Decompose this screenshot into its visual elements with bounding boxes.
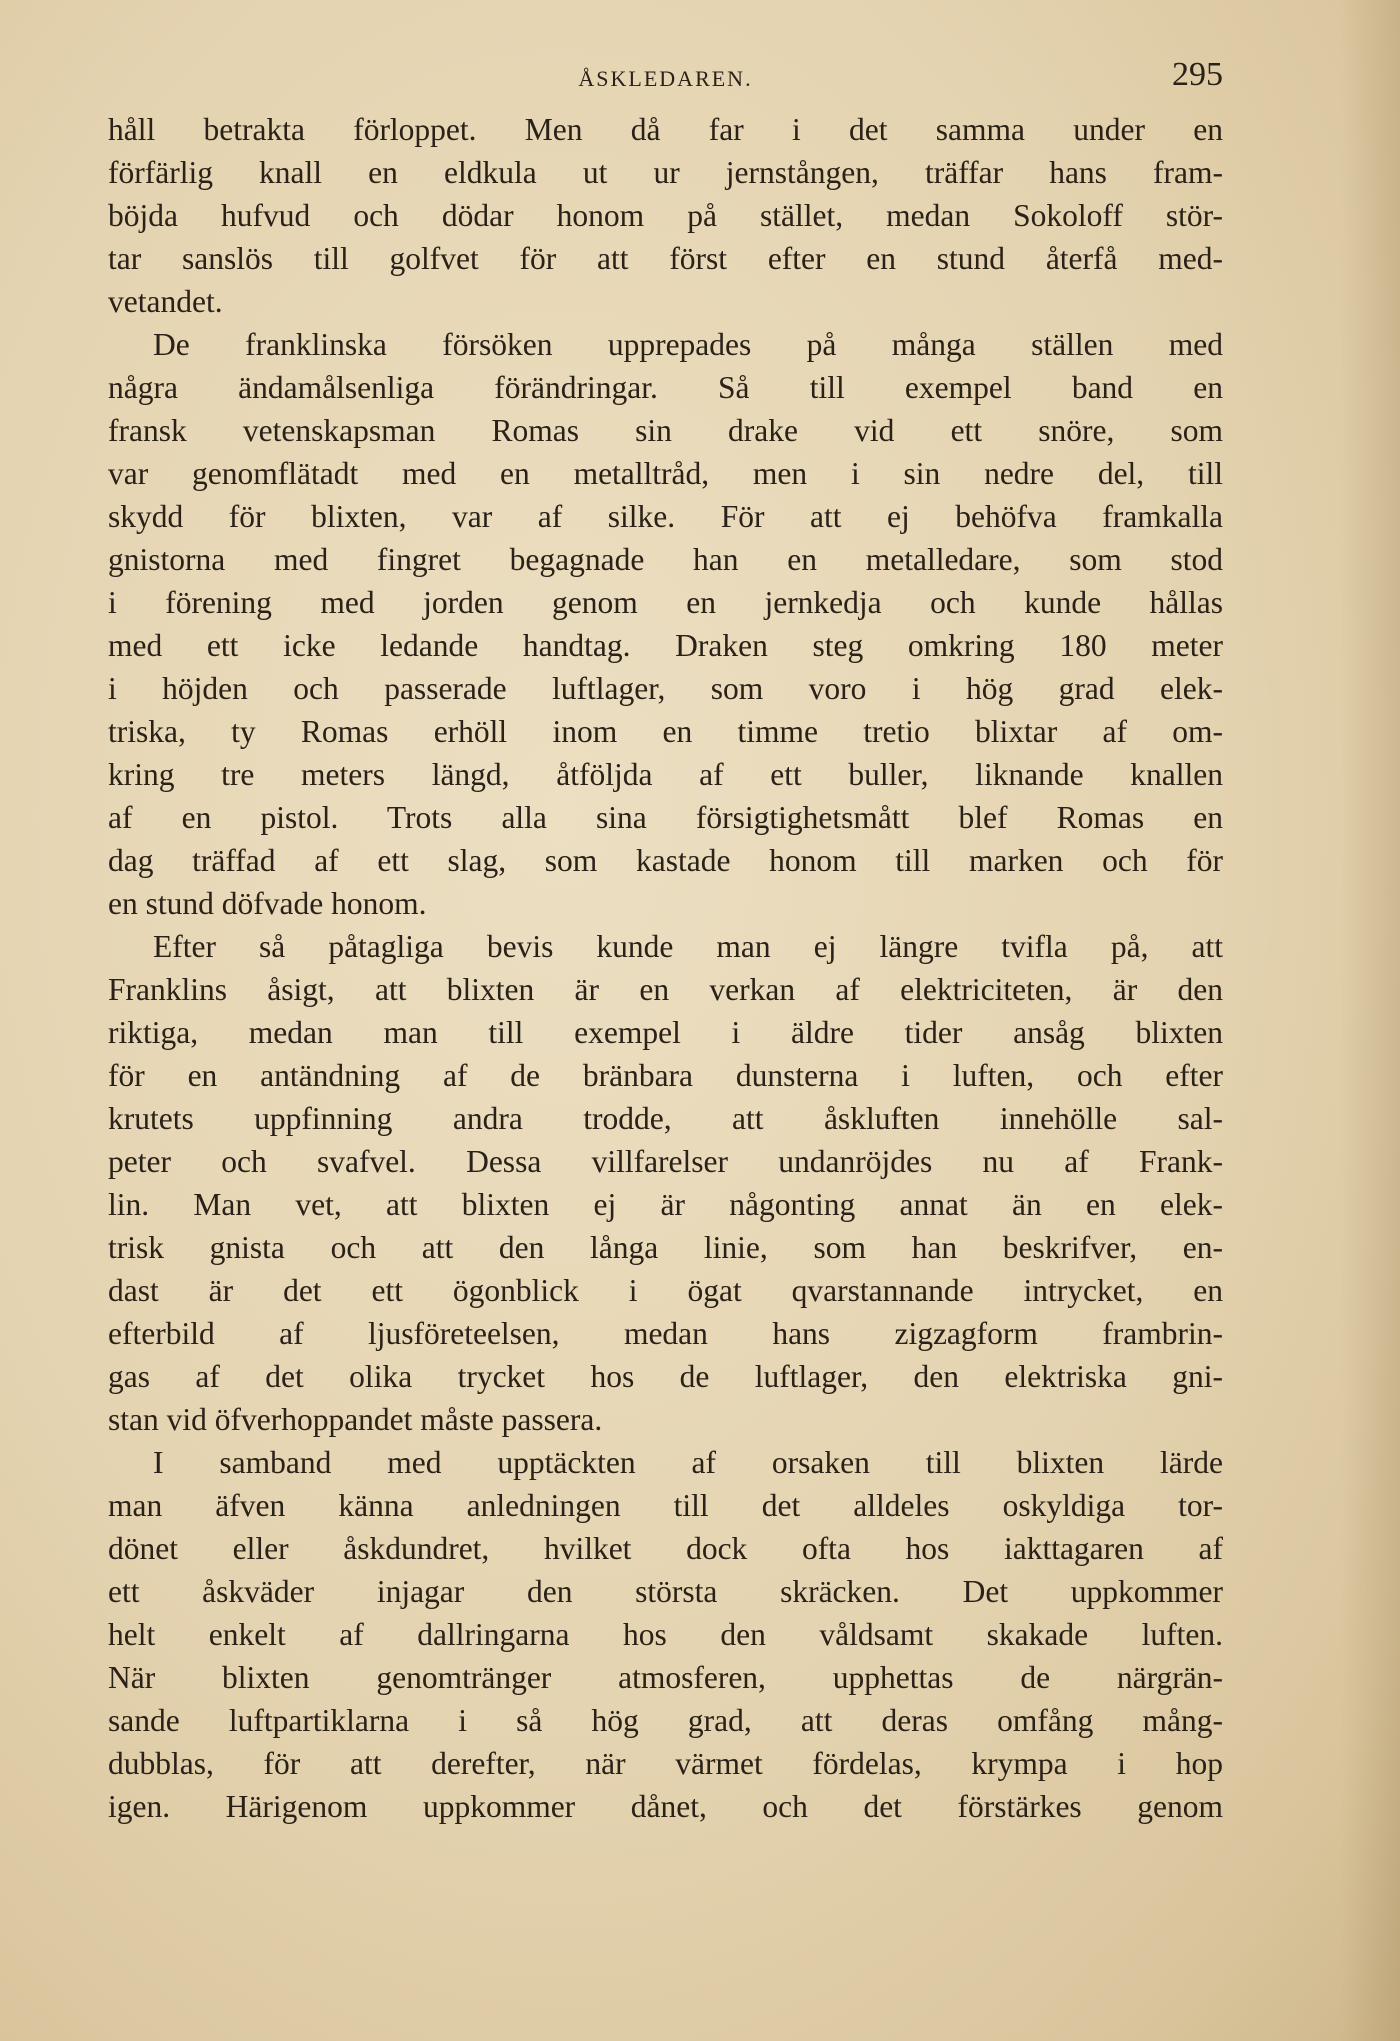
text-line: dönet eller åskdundret, hvilket dock ofta hos iakttagaren af (108, 1531, 1223, 1566)
page-number: 295 (1172, 56, 1223, 93)
text-line: förfärlig knall en eldkula ut ur jernstången, träffar hans fram- (108, 155, 1223, 190)
text-line: fransk vetenskapsman Romas sin drake vid ett snöre, som (108, 413, 1223, 448)
text-line: med ett icke ledande handtag. Draken steg omkring 180 meter (108, 628, 1223, 663)
paragraph-first-line: Efter så påtagliga bevis kunde man ej längre tvifla på, att (153, 929, 1223, 964)
text-line: skydd för blixten, var af silke. För att ej behöfva framkalla (108, 499, 1223, 534)
text-line: Franklins åsigt, att blixten är en verkan af elektriciteten, är den (108, 972, 1223, 1007)
text-line: af en pistol. Trots alla sina försigtighetsmått blef Romas en (108, 800, 1223, 835)
text-line: var genomflätadt med en metalltråd, men i sin nedre del, till (108, 456, 1223, 491)
text-line: håll betrakta förloppet. Men då far i det samma under en (108, 112, 1223, 147)
text-line: kring tre meters längd, åtföljda af ett buller, liknande knallen (108, 757, 1223, 792)
text-line: en stund döfvade honom. (108, 886, 427, 921)
text-line: stan vid öfverhoppandet måste passera. (108, 1402, 603, 1437)
page-header (108, 56, 1223, 102)
text-line: böjda hufvud och dödar honom på stället, medan Sokoloff stör- (108, 198, 1223, 233)
text-line: i förening med jorden genom en jernkedja och kunde hållas (108, 585, 1223, 620)
text-line: för en antändning af de bränbara dunsterna i luften, och efter (108, 1058, 1223, 1093)
text-line: lin. Man vet, att blixten ej är någonting annat än en elek- (108, 1187, 1223, 1222)
text-line: När blixten genomtränger atmosferen, upphettas de närgrän- (108, 1660, 1223, 1695)
text-line: igen. Härigenom uppkommer dånet, och det förstärkes genom (108, 1789, 1223, 1824)
text-line: gnistorna med fingret begagnade han en metalledare, som stod (108, 542, 1223, 577)
text-line: dag träffad af ett slag, som kastade honom till marken och för (108, 843, 1223, 878)
text-line: i höjden och passerade luftlager, som voro i hög grad elek- (108, 671, 1223, 706)
paragraph-first-line: De franklinska försöken upprepades på många ställen med (153, 327, 1223, 362)
text-line: gas af det olika trycket hos de luftlager, den elektriska gni- (108, 1359, 1223, 1394)
text-line: trisk gnista och att den långa linie, som han beskrifver, en- (108, 1230, 1223, 1265)
text-line: sande luftpartiklarna i så hög grad, att deras omfång mång- (108, 1703, 1223, 1738)
paragraph-first-line: I samband med upptäckten af orsaken till blixten lärde (153, 1445, 1223, 1480)
text-line: dubblas, för att derefter, när värmet fördelas, krympa i hop (108, 1746, 1223, 1781)
text-line: riktiga, medan man till exempel i äldre tider ansåg blixten (108, 1015, 1223, 1050)
text-line: några ändamålsenliga förändringar. Så till exempel band en (108, 370, 1223, 405)
text-line: tar sanslös till golfvet för att först efter en stund återfå med- (108, 241, 1223, 276)
page-edge-shadow (1340, 0, 1400, 2041)
running-title: ÅSKLEDAREN. (578, 66, 753, 91)
text-line: krutets uppfinning andra trodde, att åskluften innehölle sal- (108, 1101, 1223, 1136)
text-line: ett åskväder injagar den största skräcken. Det uppkommer (108, 1574, 1223, 1609)
text-line: man äfven känna anledningen till det alldeles oskyldiga tor- (108, 1488, 1223, 1523)
text-line: vetandet. (108, 284, 223, 319)
text-line: triska, ty Romas erhöll inom en timme tretio blixtar af om- (108, 714, 1223, 749)
text-line: helt enkelt af dallringarna hos den våldsamt skakade luften. (108, 1617, 1223, 1652)
text-line: dast är det ett ögonblick i ögat qvarstannande intrycket, en (108, 1273, 1223, 1308)
body-text (108, 108, 1223, 1828)
text-line: efterbild af ljusföreteelsen, medan hans zigzagform frambrin- (108, 1316, 1223, 1351)
text-line: peter och svafvel. Dessa villfarelser undanröjdes nu af Frank- (108, 1144, 1223, 1179)
